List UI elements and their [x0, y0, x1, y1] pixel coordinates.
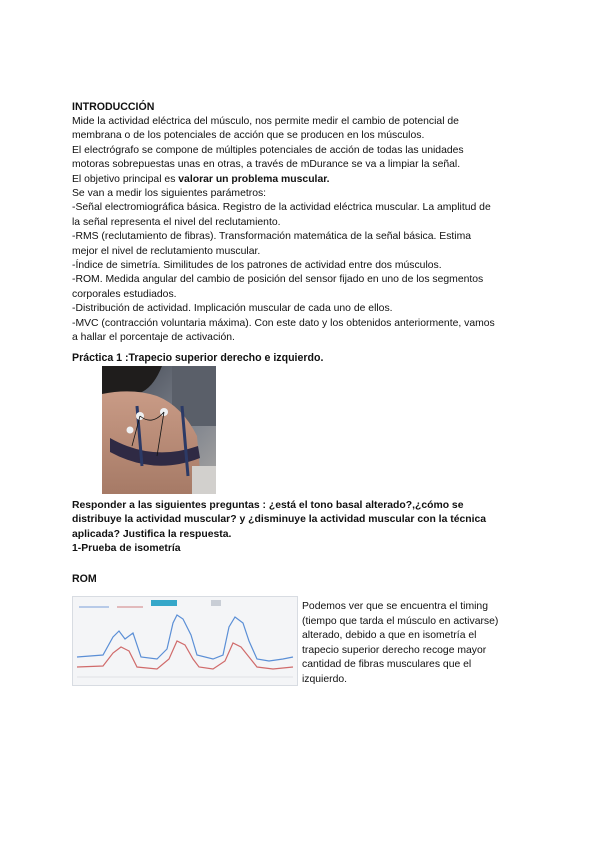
- objective-line: [72, 173, 534, 187]
- intro-line: Mide la actividad eléctrica del músculo, nos permite medir el cambio de potencial de: [72, 116, 459, 127]
- param-line: -Distribución de actividad. Implicación muscular de cada uno de ellos.: [72, 303, 393, 315]
- param-line: corporales estudiados.: [72, 288, 177, 300]
- questions-paragraph: [72, 499, 534, 557]
- param-line: -ROM. Medida angular del cambio de posición del sensor fijado en uno de los segmentos: [72, 274, 484, 286]
- rom-line: izquierdo.: [302, 673, 348, 685]
- intro-line: membrana o de los potenciales de acción que se producen en los músculos.: [72, 130, 425, 142]
- intro-line: motoras sobrepuestas unas en otras, a través de mDurance se va a limpiar la señal.: [72, 159, 461, 171]
- rom-heading: ROM: [72, 573, 97, 585]
- rom-line: trapecio superior derecho recoge mayor: [302, 644, 487, 656]
- rom-line: Podemos ver que se encuentra el timing: [302, 601, 488, 612]
- param-line: -MVC (contracción voluntaria máxima). Con este dato y los obtenidos anteriormente, vamos: [72, 317, 495, 329]
- param-line: a hallar el porcentaje de activación.: [72, 332, 235, 344]
- param-line: la señal representa el nivel del reclutamiento.: [72, 216, 281, 228]
- rom-description: [302, 600, 532, 688]
- intro-paragraph: [72, 115, 534, 346]
- objective-bold: valorar un problema muscular.: [178, 173, 330, 185]
- rom-line: alterado, debido a que en isometría el: [302, 630, 477, 642]
- param-line: mejor el nivel de reclutamiento muscular.: [72, 245, 261, 257]
- intro-heading: INTRODUCCIÓN: [72, 101, 155, 113]
- question-line: aplicada? Justifica la respuesta.: [72, 528, 232, 540]
- practice-heading: Práctica 1 :Trapecio superior derecho e izquierdo.: [72, 352, 324, 364]
- isometry-test-heading: 1-Prueba de isometría: [72, 543, 181, 555]
- param-line: -RMS (reclutamiento de fibras). Transformación matemática de la señal básica. Estima: [72, 231, 472, 243]
- intro-line: El electrógrafo se compone de múltiples potenciales de acción de todas las unidades: [72, 144, 464, 156]
- emg-graph-image: [72, 596, 298, 686]
- photo-shoulder-electrodes: [102, 366, 216, 494]
- rom-line: cantidad de fibras musculares que el: [302, 659, 472, 671]
- objective-prefix: El objetivo principal es: [72, 173, 179, 185]
- question-line: distribuye la actividad muscular? y ¿disminuye la actividad muscular con la técnica: [72, 514, 487, 526]
- param-line: -Índice de simetría. Similitudes de los patrones de actividad entre dos músculos.: [72, 260, 442, 272]
- param-line: Se van a medir los siguientes parámetros:: [72, 188, 267, 200]
- rom-line: (tiempo que tarda el músculo en activarse): [302, 615, 499, 627]
- param-line: -Señal electromiográfica básica. Registro de la actividad eléctrica muscular. La amplitud de: [72, 202, 491, 214]
- question-line: Responder a las siguientes preguntas : ¿está el tono basal alterado?,¿cómo se: [72, 500, 464, 511]
